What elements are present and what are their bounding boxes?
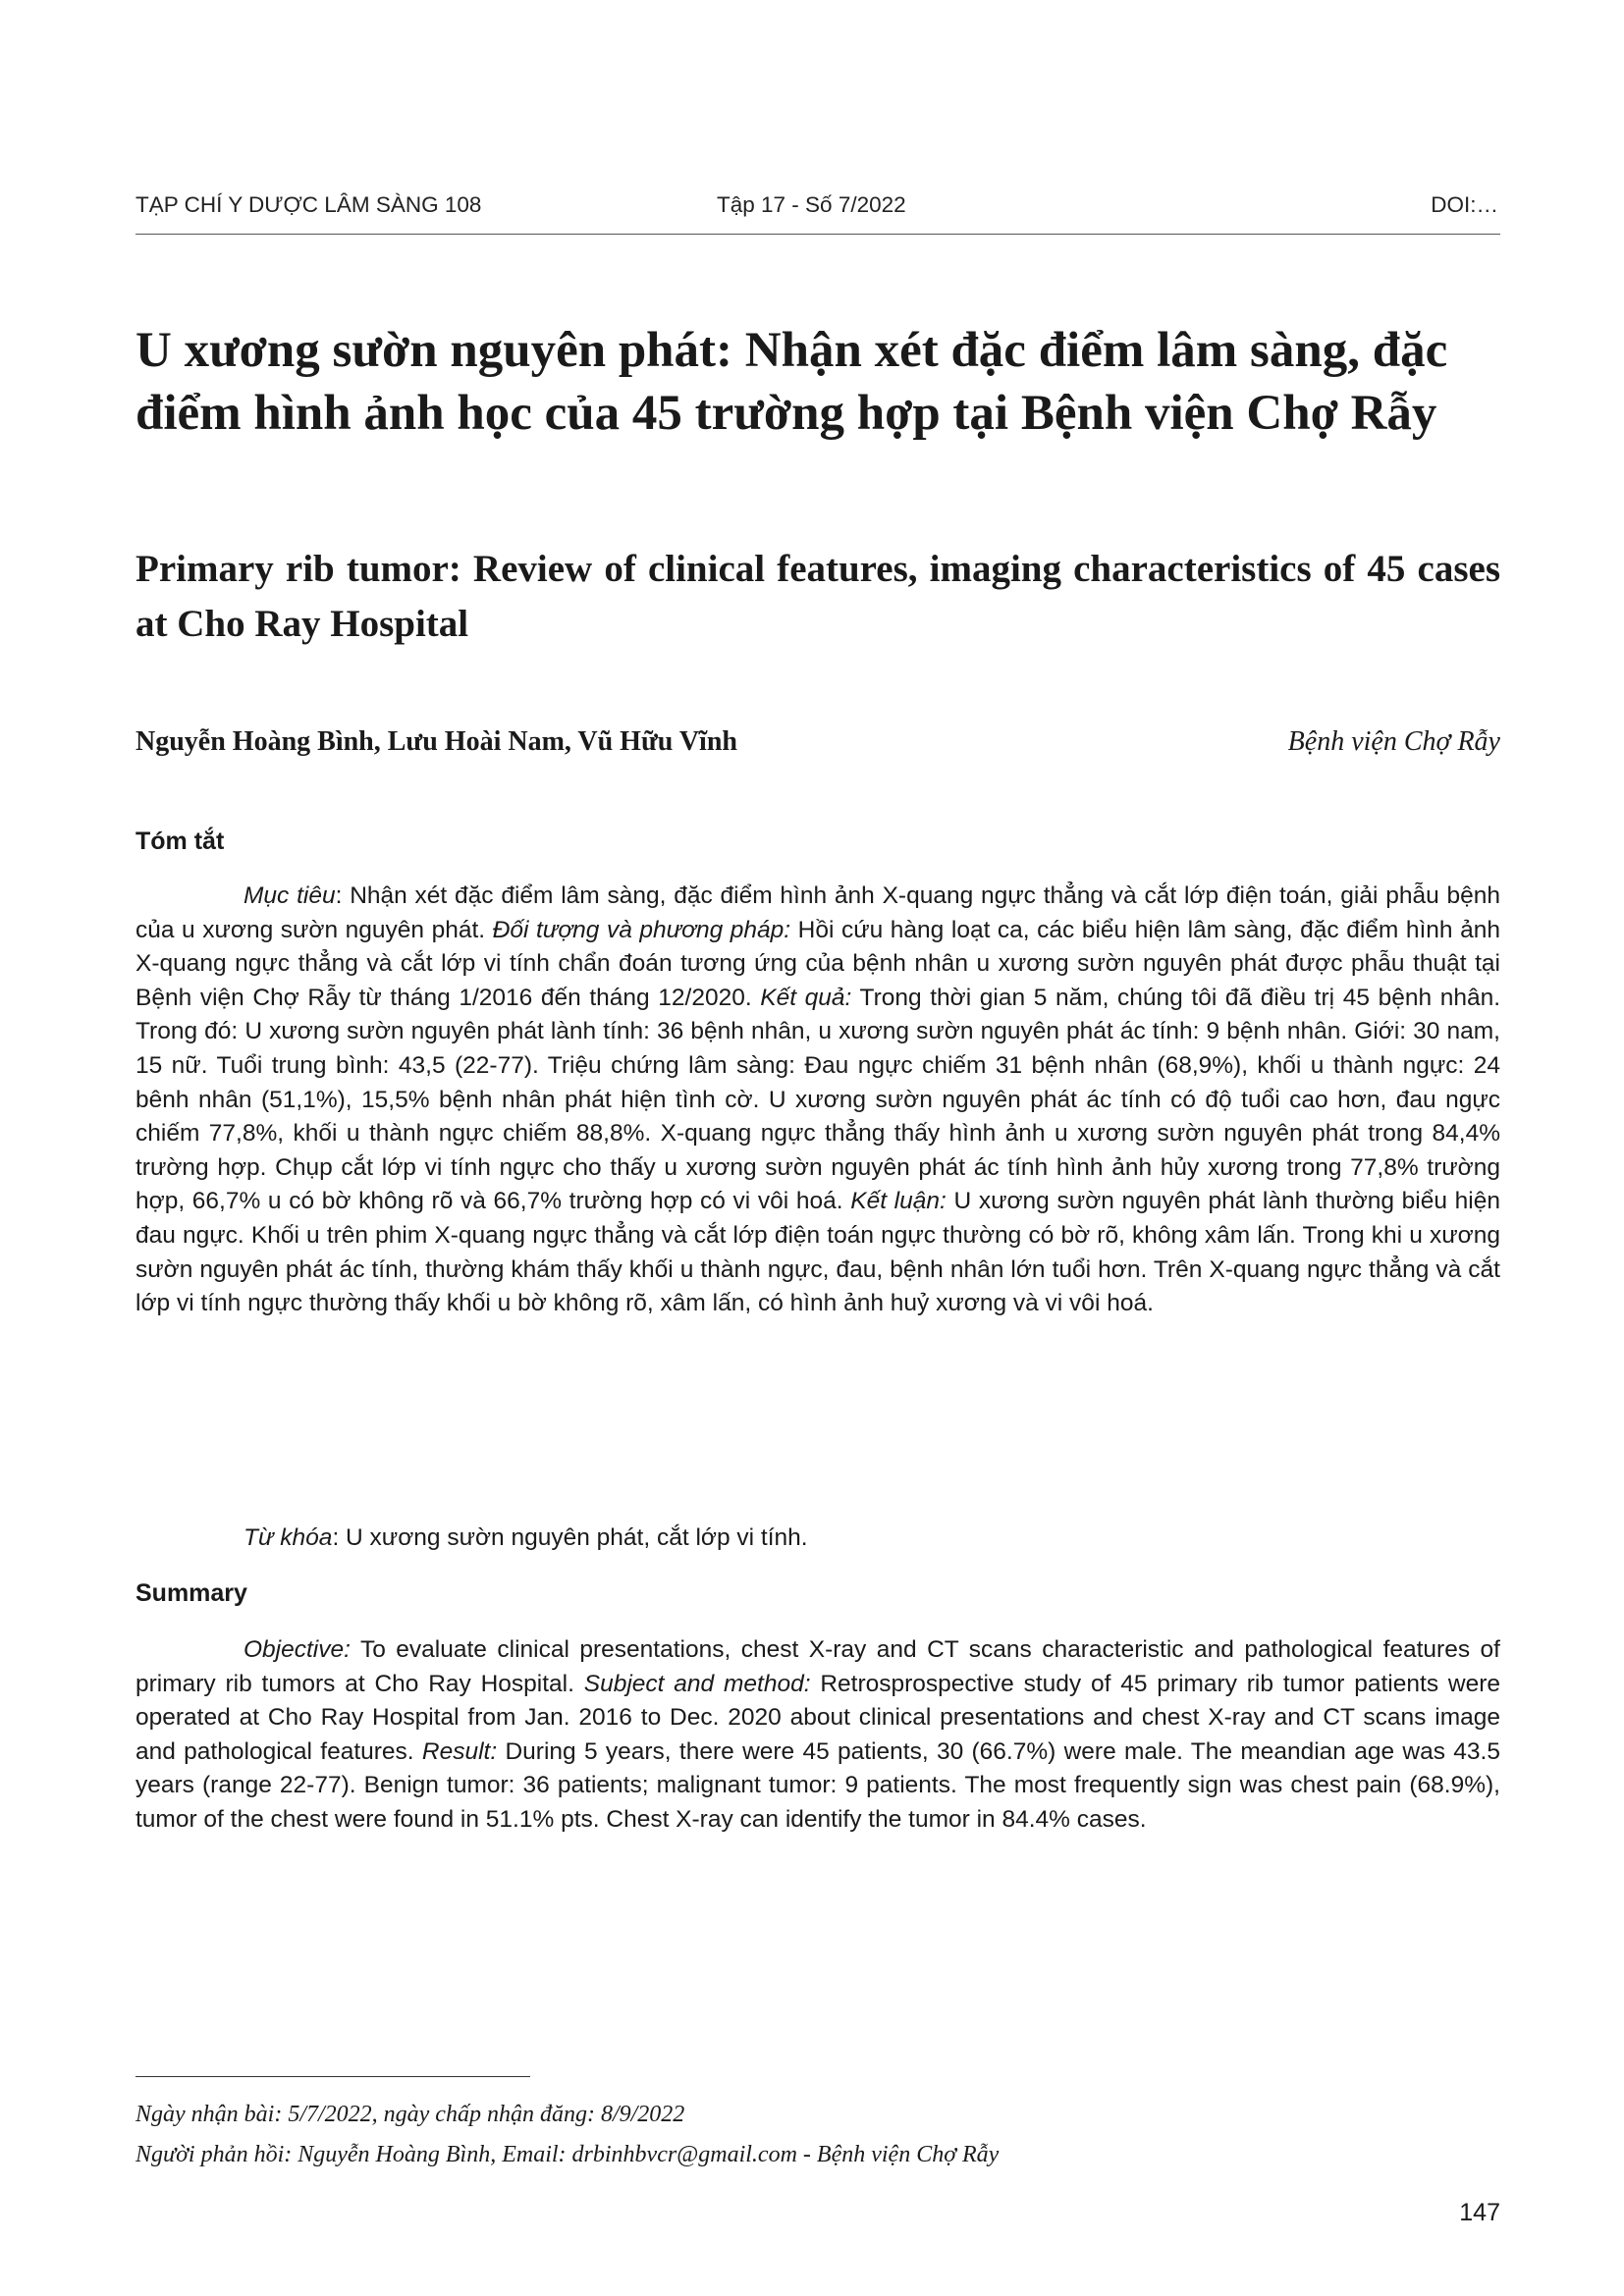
keywords-text: : U xương sườn nguyên phát, cắt lớp vi tính. bbox=[332, 1524, 808, 1551]
journal-name: TẠP CHÍ Y DƯỢC LÂM SÀNG 108 bbox=[135, 192, 482, 217]
objective-label-en: Objective: bbox=[244, 1636, 351, 1663]
objective-label: Mục tiêu bbox=[244, 882, 336, 909]
article-title-english: Primary rib tumor: Review of clinical features, imaging characteristics of 45 cases at Cho Ray Hospital bbox=[135, 548, 1500, 645]
abstract-heading-vietnamese: Tóm tắt bbox=[135, 828, 225, 855]
objective-text: : Nhận xét đặc điểm lâm sàng, đặc điểm hình ảnh X-quang ngực thẳng và cắt lớp điện toán, giải phẫu bệnh của u xương sườn nguyên phát. bbox=[135, 882, 1501, 943]
header-divider bbox=[135, 234, 1500, 235]
result-label: Kết quả: bbox=[760, 984, 852, 1011]
abstract-english bbox=[135, 1633, 1500, 1838]
conclusion-text: U xương sườn nguyên phát lành thường biểu hiện đau ngực. Khối u trên phim X-quang ngực thẳng và cắt lớp điện toán ngực thường có bờ rõ, không xâm lấn. Trong khi u xương sườn nguyên phát ác tính, thường khám thấy khối u thành ngực, đau, bệnh nhân lớn tuổi hơn. Trên X-quang ngực thẳng và cắt lớp vi tính ngực thường thấy khối u bờ không rõ, xâm lấn, có hình ảnh huỷ xương và vi vôi hoá. bbox=[135, 1188, 1500, 1317]
keywords-label: Từ khóa bbox=[244, 1524, 333, 1551]
author-list: Nguyễn Hoàng Bình, Lưu Hoài Nam, Vũ Hữu Vĩnh bbox=[135, 726, 737, 757]
doi-label: DOI:… bbox=[1431, 192, 1498, 217]
running-header bbox=[135, 192, 1498, 224]
page-number: 147 bbox=[1459, 2199, 1500, 2226]
result-text: Trong thời gian 5 năm, chúng tôi đã điều trị 45 bệnh nhân. Trong đó: U xương sườn nguyên phát lành tính: 36 bệnh nhân, u xương sườn nguyên phát ác tính: 9 bệnh nhân. Giới: 30 nam, 15 nữ. Tuổi trung bình: 43,5 (22-77). Triệu chứng lâm sàng: Đau ngực chiếm 31 bệnh nhân (68,9%), khối u thành ngực: 24 bênh nhân (51,1%), 15,5% bệnh nhân phát hiện tình cờ. U xương sườn nguyên phát ác tính có độ tuổi cao hơn, đau ngực chiếm 77,8%, khối u thành ngực chiếm 88,8%. X-quang ngực thẳng thấy hình ảnh u xương sườn nguyên phát trong 84,4% trường hợp. Chụp cắt lớp vi tính ngực cho thấy u xương sườn nguyên phát ác tính hình ảnh hủy xương trong 77,8% trường hợp, 66,7% u có bờ không rõ và 66,7% trường hợp có vi vôi hoá. bbox=[135, 984, 1500, 1215]
footnote-divider bbox=[135, 2076, 530, 2077]
method-label: Đối tượng và phương pháp: bbox=[492, 916, 791, 943]
objective-text-en: To evaluate clinical presentations, chest X-ray and CT scans characteristic and pathological features of primary rib tumors at Cho Ray Hospital. bbox=[135, 1636, 1500, 1697]
method-text: Hồi cứu hàng loạt ca, các biểu hiện lâm sàng, đặc điểm hình ảnh X-quang ngực thẳng và cắt lớp vi tính chẩn đoán tương ứng của bệnh nhân u xương sườn nguyên phát được phẫu thuật tại Bệnh viện Chợ Rẫy từ tháng 1/2016 đến tháng 12/2020. bbox=[135, 916, 1500, 1011]
article-title-vietnamese: U xương sườn nguyên phát: Nhận xét đặc điểm lâm sàng, đặc điểm hình ảnh học của 45 trường hợp tại Bệnh viện Chợ Rẫy bbox=[135, 323, 1448, 441]
abstract-heading-english: Summary bbox=[135, 1579, 247, 1607]
abstract-vietnamese bbox=[135, 880, 1500, 1321]
result-label-en: Result: bbox=[421, 1737, 498, 1765]
method-label-en: Subject and method: bbox=[583, 1670, 811, 1697]
keywords-vietnamese bbox=[135, 1522, 1500, 1556]
issue-number: Tập 17 - Số 7/2022 bbox=[717, 192, 906, 217]
footnote-received-date: Ngày nhận bài: 5/7/2022, ngày chấp nhận đăng: 8/9/2022 bbox=[135, 2102, 685, 2127]
author-affiliation: Bệnh viện Chợ Rẫy bbox=[1287, 726, 1500, 757]
conclusion-label: Kết luận: bbox=[850, 1188, 947, 1215]
footnote-corresponding-author: Người phản hồi: Nguyễn Hoàng Bình, Email: drbinhbvcr@gmail.com - Bệnh viện Chợ Rẫy bbox=[135, 2142, 1000, 2167]
method-text-en: Retrosprospective study of 45 primary rib tumor patients were operated at Cho Ray Hospital from Jan. 2016 to Dec. 2020 about clinical presentations and chest X-ray and CT scans image and pathological features. bbox=[135, 1670, 1500, 1765]
result-text-en: During 5 years, there were 45 patients, 30 (66.7%) were male. The meandian age was 43.5 years (range 22-77). Benign tumor: 36 patients; malignant tumor: 9 patients. The most frequently sign was chest pain (68.9%), tumor of the chest were found in 51.1% pts. Chest X-ray can identify the tumor in 84.4% cases. bbox=[135, 1737, 1500, 1833]
